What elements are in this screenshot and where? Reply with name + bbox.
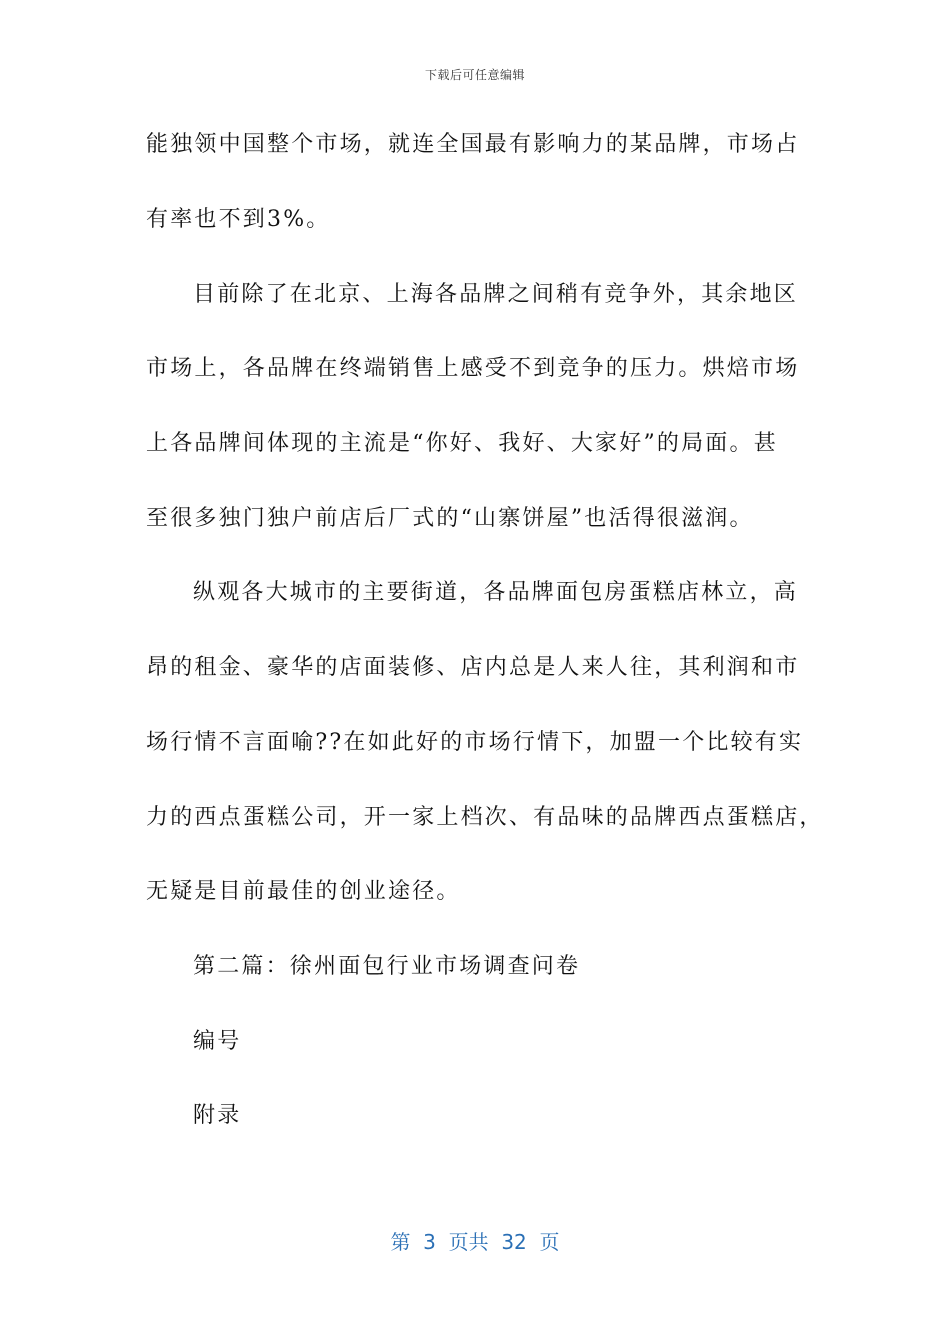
header-note: 下载后可任意编辑 bbox=[424, 68, 525, 82]
text-line: 市场上，各品牌在终端销售上感受不到竞争的压力。烘焙市场 bbox=[146, 356, 800, 381]
paragraph-start: 纵观各大城市的主要街道，各品牌面包房蛋糕店林立，高 bbox=[193, 580, 799, 605]
text-line: 能独领中国整个市场，就连全国最有影响力的某品牌，市场占 bbox=[146, 132, 800, 157]
text-line: 有率也不到3%。 bbox=[146, 207, 331, 232]
text-line: 上各品牌间体现的主流是“你好、我好、大家好”的局面。甚 bbox=[146, 431, 778, 456]
text-line: 无疑是目前最佳的创业途径。 bbox=[146, 879, 461, 904]
label-number: 编号 bbox=[193, 1029, 242, 1054]
paragraph-start: 目前除了在北京、上海各品牌之间稍有竞争外，其余地区 bbox=[193, 282, 799, 307]
text-line: 至很多独门独户前店后厂式的“山寨饼屋”也活得很滋润。 bbox=[146, 506, 754, 531]
text-line: 力的西点蛋糕公司，开一家上档次、有品味的品牌西点蛋糕店， bbox=[146, 805, 824, 830]
page-number-footer: 第 3 页共 32 页 bbox=[390, 1230, 560, 1254]
text-line: 昂的租金、豪华的店面装修、店内总是人来人往，其利润和市 bbox=[146, 655, 800, 680]
text-line: 场行情不言面喻??在如此好的市场行情下，加盟一个比较有实 bbox=[146, 730, 804, 755]
section-heading: 第二篇：徐州面包行业市场调查问卷 bbox=[193, 954, 581, 979]
label-appendix: 附录 bbox=[193, 1103, 242, 1128]
